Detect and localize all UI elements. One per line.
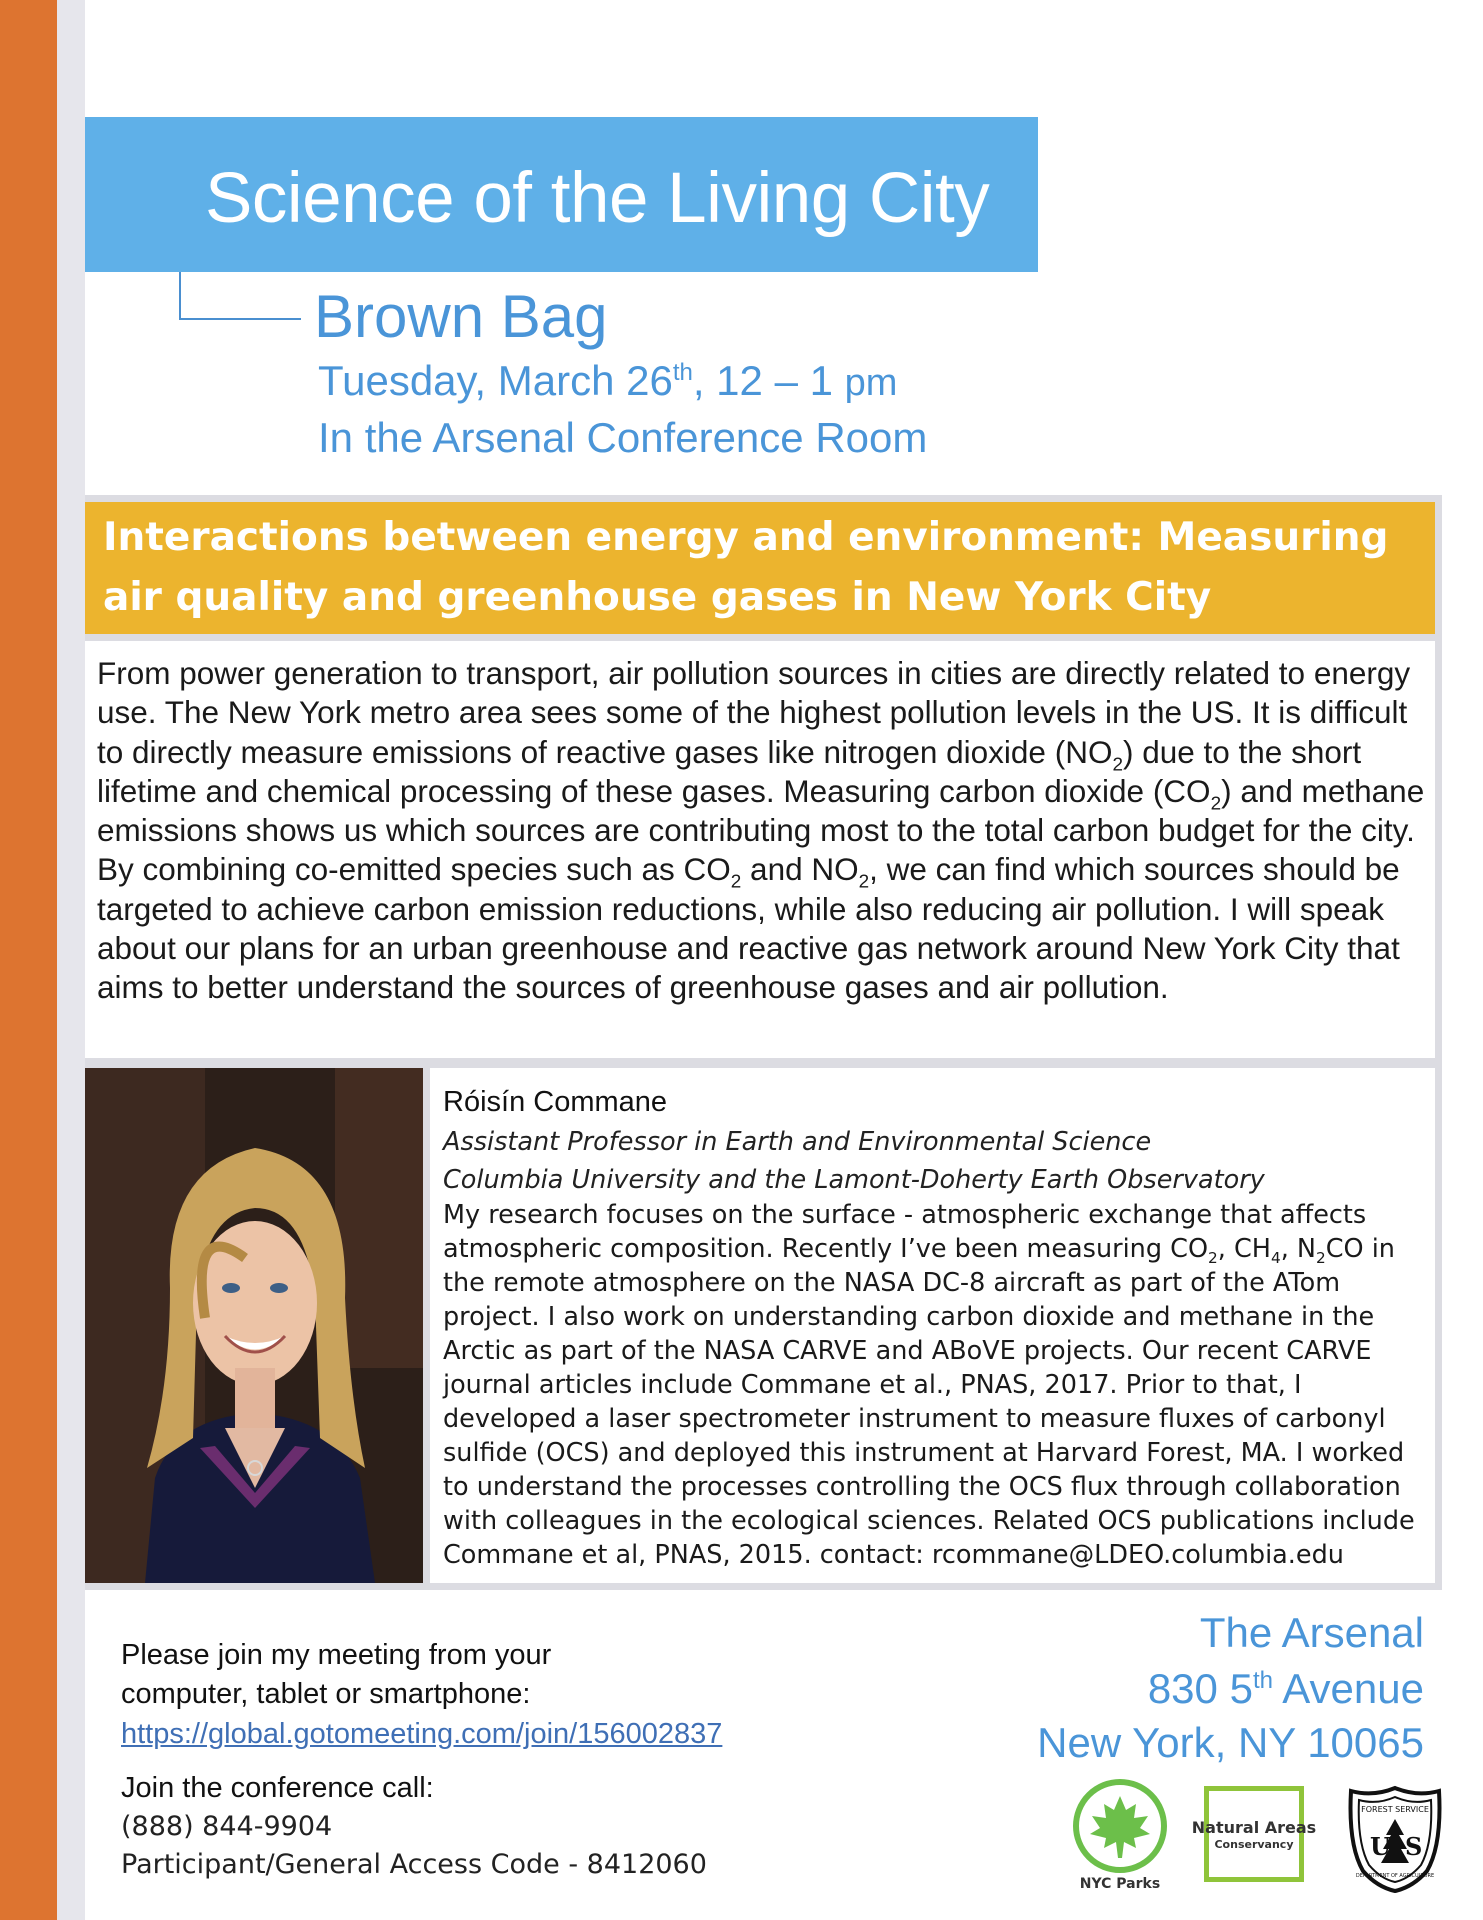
nac-logo-line1: Natural Areas [1191,1818,1317,1837]
page-title: Science of the Living City [205,159,990,238]
fs-logo-s: S [1405,1832,1423,1861]
speaker-name: Róisín Commane [443,1086,668,1118]
talk-title: Interactions between energy and environment: Measuring air quality and greenhouse gases in New York City [103,515,1389,620]
address-venue: The Arsenal [1199,1609,1424,1656]
event-date: Tuesday, March 26th, 12 – 1 pm [318,357,898,404]
speaker-photo [85,1068,423,1583]
fs-logo-top-text: FOREST SERVICE [1361,1805,1429,1814]
title-connector-line [179,272,301,320]
meeting-link[interactable]: https://global.gotomeeting.com/join/156002837 [121,1718,723,1750]
left-orange-stripe [0,0,57,1920]
speaker-portrait-illustration [85,1068,423,1583]
speaker-bio: My research focuses on the surface - atmospheric exchange that affects atmospheric composition. Recently I’ve been measuring $CO_2$, $CH_4$, $N_2CO$ in the remote atmosphere on the NASA DC-8 aircraft as part of the ATom project. I also work on understanding carbon dioxide and methane in the Arctic as part of the NASA CARVE and ABoVE projects. Our recent CARVE journal articles include Commane et al., PNAS, 2017. Prior to that, I developed a laser spectrometer instrument to measure fluxes of carbonyl sulfide (OCS) and deployed this instrument at Harvard Forest, MA. I worked to understand the processes controlling the OCS flux through collaboration with colleagues in the ecological sciences. Related OCS publications include Commane et al, PNAS, 2015. contact: rcommane@LDEO.columbia.edu [443,1200,1415,1570]
speaker-affiliation: Columbia University and the Lamont-Doherty Earth Observatory [443,1165,1265,1195]
talk-abstract: From power generation to transport, air pollution sources in cities are directly related to energy use. The New York metro area sees some of the highest pollution levels in the US. It is difficult to directly measure emissions of reactive gases like nitrogen dioxide $(NO_2)$ due to the short lifetime and chemical processing of these gases. Measuring carbon dioxide $(CO_2)$ and methane emissions shows us which sources are contributing most to the total carbon budget for the city. By combining co-emitted species such as $CO_2$ and $NO_2$, we can find which sources should be targeted to achieve carbon emission reductions, while also reducing air pollution. I will speak about our plans for an urban greenhouse and reactive gas network around New York City that aims to better understand the sources of greenhouse gases and air pollution. [97,655,1425,1006]
call-phone-number: (888) 844-9904 [121,1811,333,1842]
forest-service-shield-icon [1347,1785,1443,1893]
address-city: New York, NY 10065 [1037,1719,1424,1766]
event-location: In the Arsenal Conference Room [318,414,928,461]
fs-logo-u: U [1370,1832,1391,1861]
address-street: 830 5th Avenue [1147,1665,1424,1712]
online-join-heading: Please join my meeting from your computer, tablet or smartphone: [121,1639,552,1710]
event-subtitle: Brown Bag [314,283,608,350]
call-heading: Join the conference call: [121,1772,434,1804]
nac-logo-line2: Conservancy [1214,1838,1294,1851]
nyc-parks-label: NYC Parks [1079,1876,1161,1892]
speaker-role: Assistant Professor in Earth and Environmental Science [443,1127,1152,1157]
left-gray-stripe [57,0,85,1920]
nyc-parks-leaf-icon [1072,1778,1168,1874]
call-access-code: Participant/General Access Code - 8412060 [121,1849,707,1880]
fs-logo-bottom-text: DEPARTMENT OF AGRICULTURE [1355,1873,1435,1879]
